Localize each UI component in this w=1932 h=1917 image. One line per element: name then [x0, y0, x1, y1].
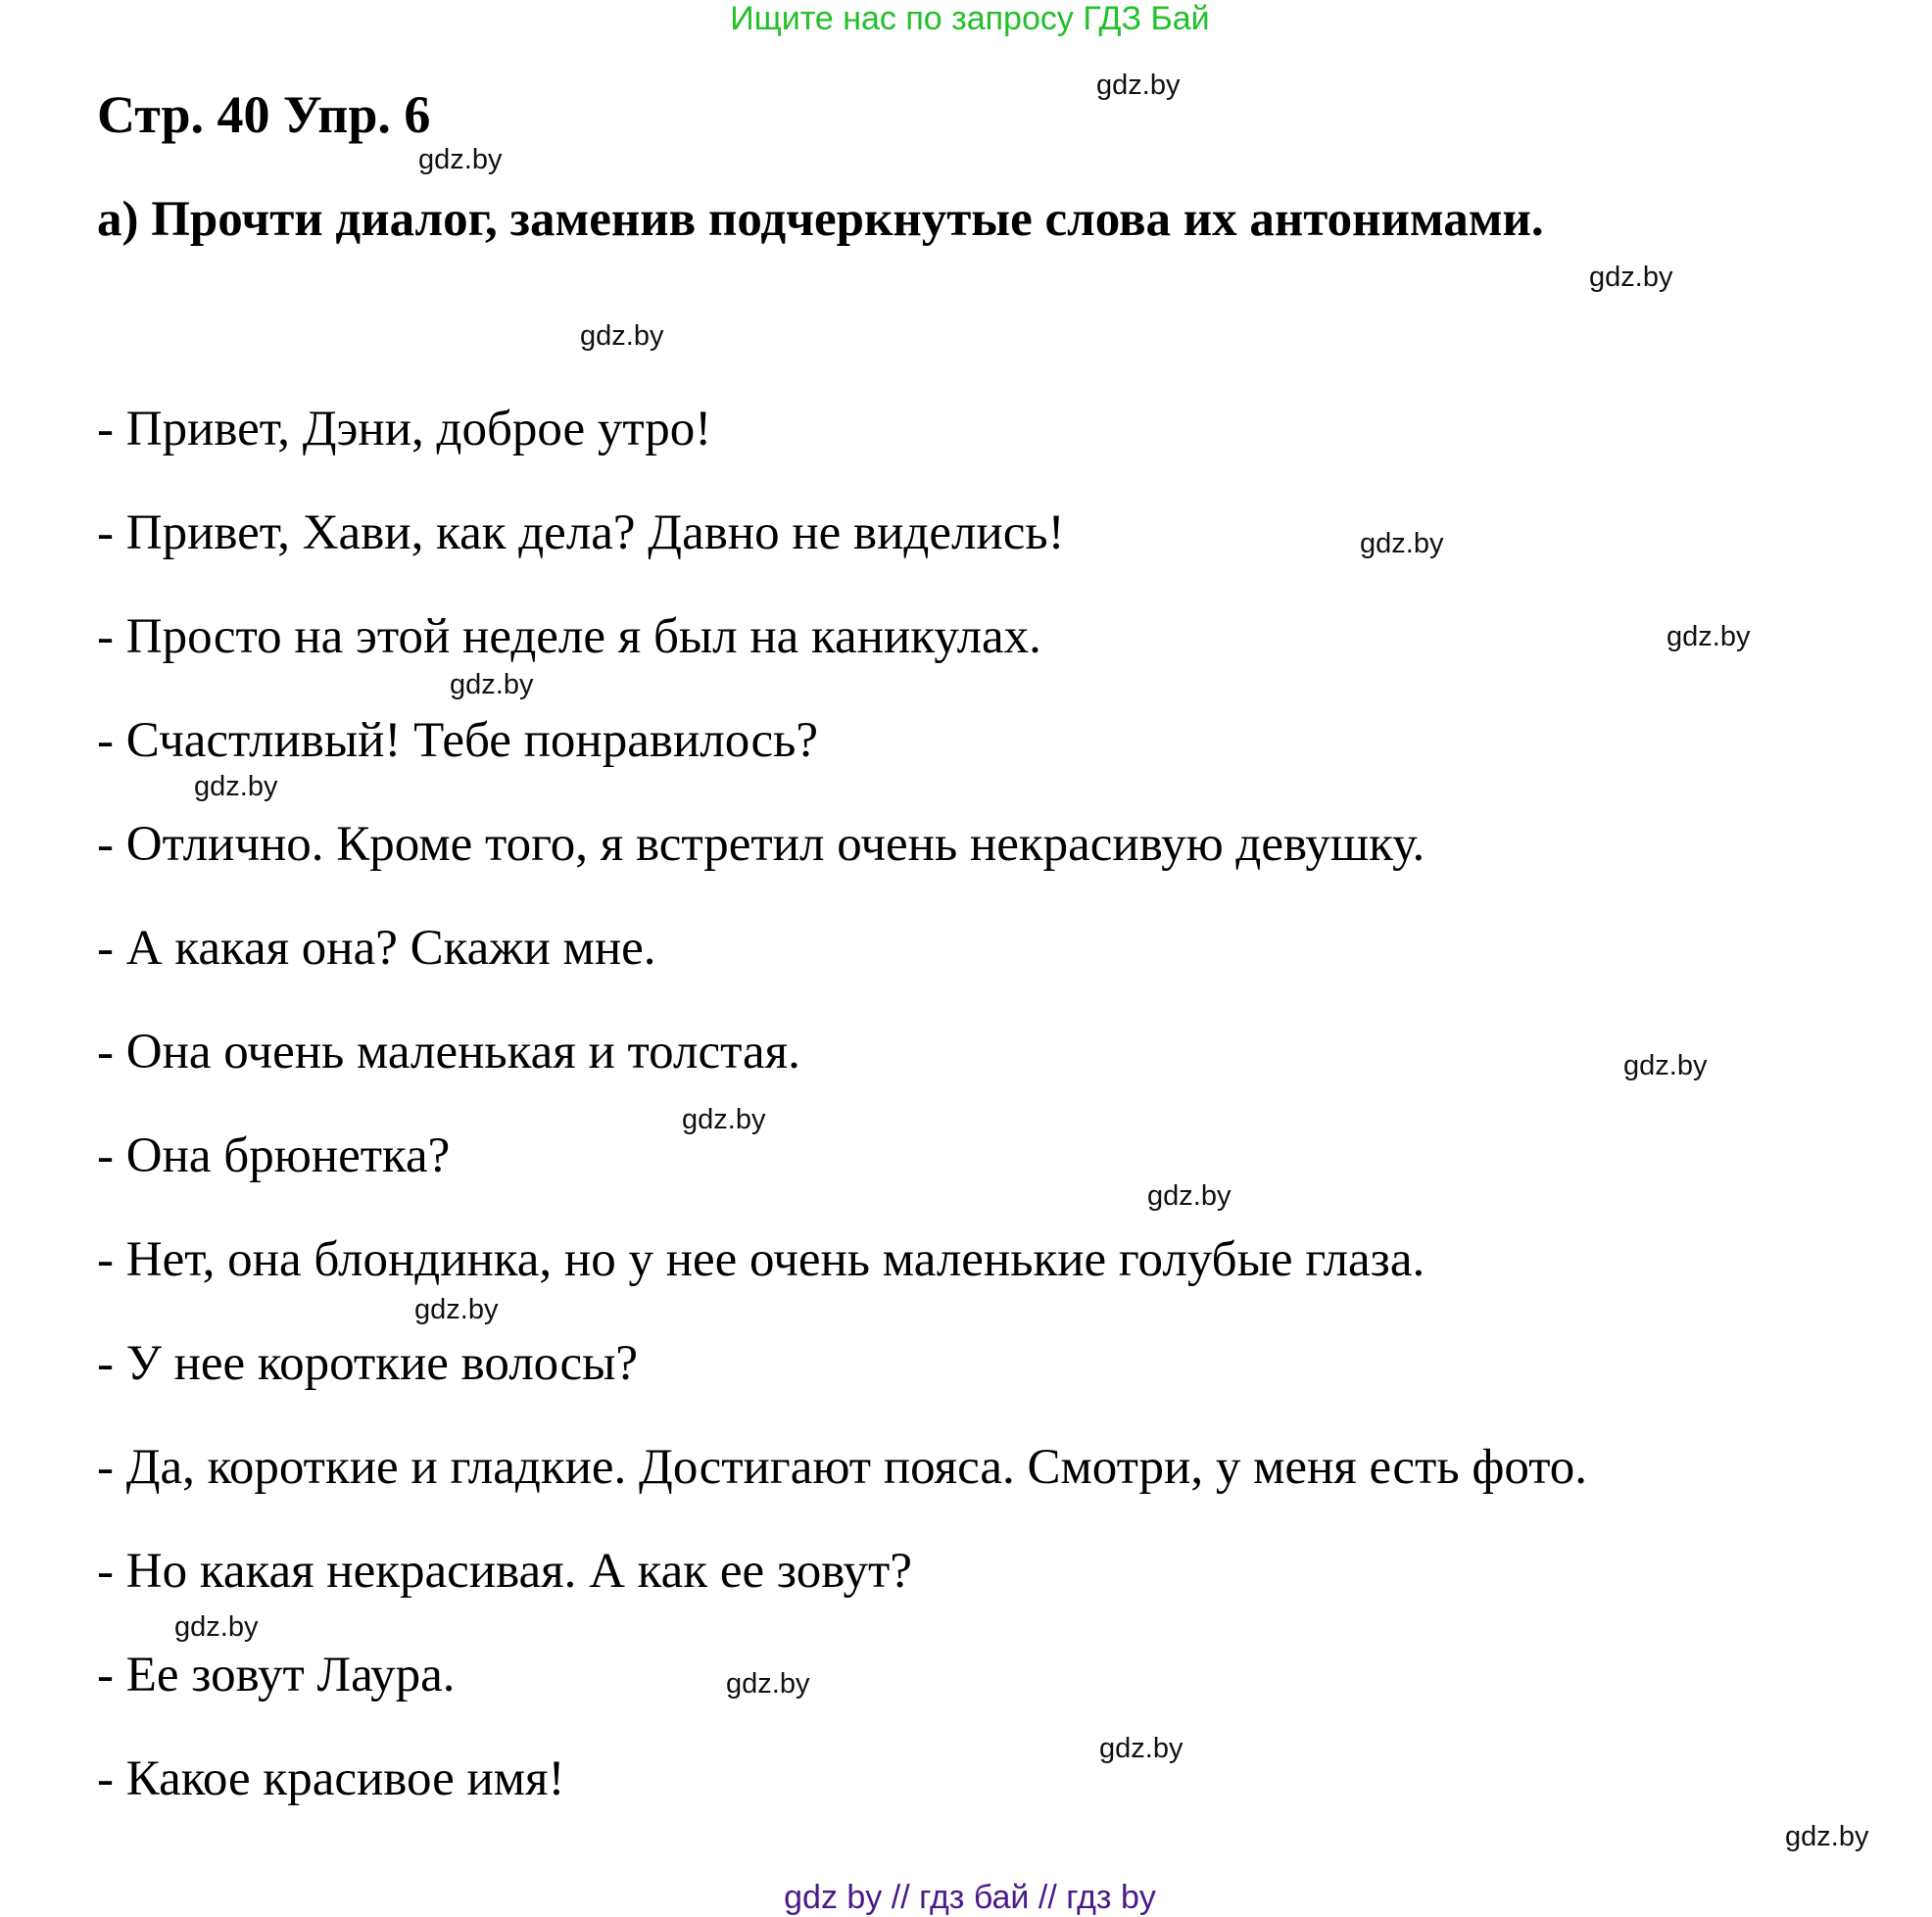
- watermark: gdz.by: [1360, 528, 1444, 559]
- watermark: gdz.by: [1099, 1733, 1183, 1764]
- dialog-line: - Но какая некрасивая. А как ее зовут?: [97, 1544, 912, 1599]
- dialog-line: - Да, короткие и гладкие. Достигают пояса. Смотри, у меня есть фото.: [97, 1440, 1588, 1495]
- dialog-line: - Нет, она блондинка, но у нее очень маленькие голубые глаза.: [97, 1232, 1425, 1287]
- dialog-line: - А какая она? Скажи мне.: [97, 921, 656, 976]
- dialog-line: - Отлично. Кроме того, я встретил очень некрасивую девушку.: [97, 817, 1425, 872]
- dialog-line: - У нее короткие волосы?: [97, 1336, 638, 1391]
- watermark: gdz.by: [174, 1611, 259, 1643]
- watermark: gdz.by: [1623, 1050, 1708, 1081]
- dialog-line: - Она очень маленькая и толстая.: [97, 1025, 800, 1079]
- dialog-line: - Она брюнетка?: [97, 1128, 451, 1183]
- watermark: gdz.by: [450, 669, 534, 700]
- watermark: gdz.by: [1147, 1180, 1232, 1212]
- watermark: gdz.by: [726, 1668, 810, 1700]
- watermark: gdz.by: [418, 144, 503, 175]
- dialog-line: - Какое красивое имя!: [97, 1751, 565, 1806]
- task-heading: а) Прочти диалог, заменив подчеркнутые слова их антонимами.: [97, 192, 1544, 247]
- dialog-line: - Привет, Дэни, доброе утро!: [97, 402, 712, 456]
- dialog-line: - Просто на этой неделе я был на каникулах.: [97, 609, 1041, 664]
- dialog-line: - Ее зовут Лаура.: [97, 1648, 456, 1702]
- watermark: gdz.by: [682, 1104, 766, 1135]
- watermark: gdz.by: [414, 1294, 499, 1325]
- top-banner[interactable]: Ищите нас по запросу ГДЗ Бай: [730, 0, 1210, 37]
- watermark: gdz.by: [194, 771, 278, 802]
- watermark: gdz.by: [1785, 1821, 1869, 1852]
- watermark: gdz.by: [1096, 70, 1181, 101]
- footer-links[interactable]: gdz by // гдз бай // гдз by: [784, 1879, 1156, 1916]
- watermark: gdz.by: [1666, 621, 1751, 652]
- dialog-line: - Счастливый! Тебе понравилось?: [97, 713, 818, 768]
- page-title: Стр. 40 Упр. 6: [97, 85, 431, 144]
- watermark: gdz.by: [580, 320, 664, 352]
- watermark: gdz.by: [1589, 262, 1673, 293]
- dialog-line: - Привет, Хави, как дела? Давно не виделись!: [97, 505, 1065, 560]
